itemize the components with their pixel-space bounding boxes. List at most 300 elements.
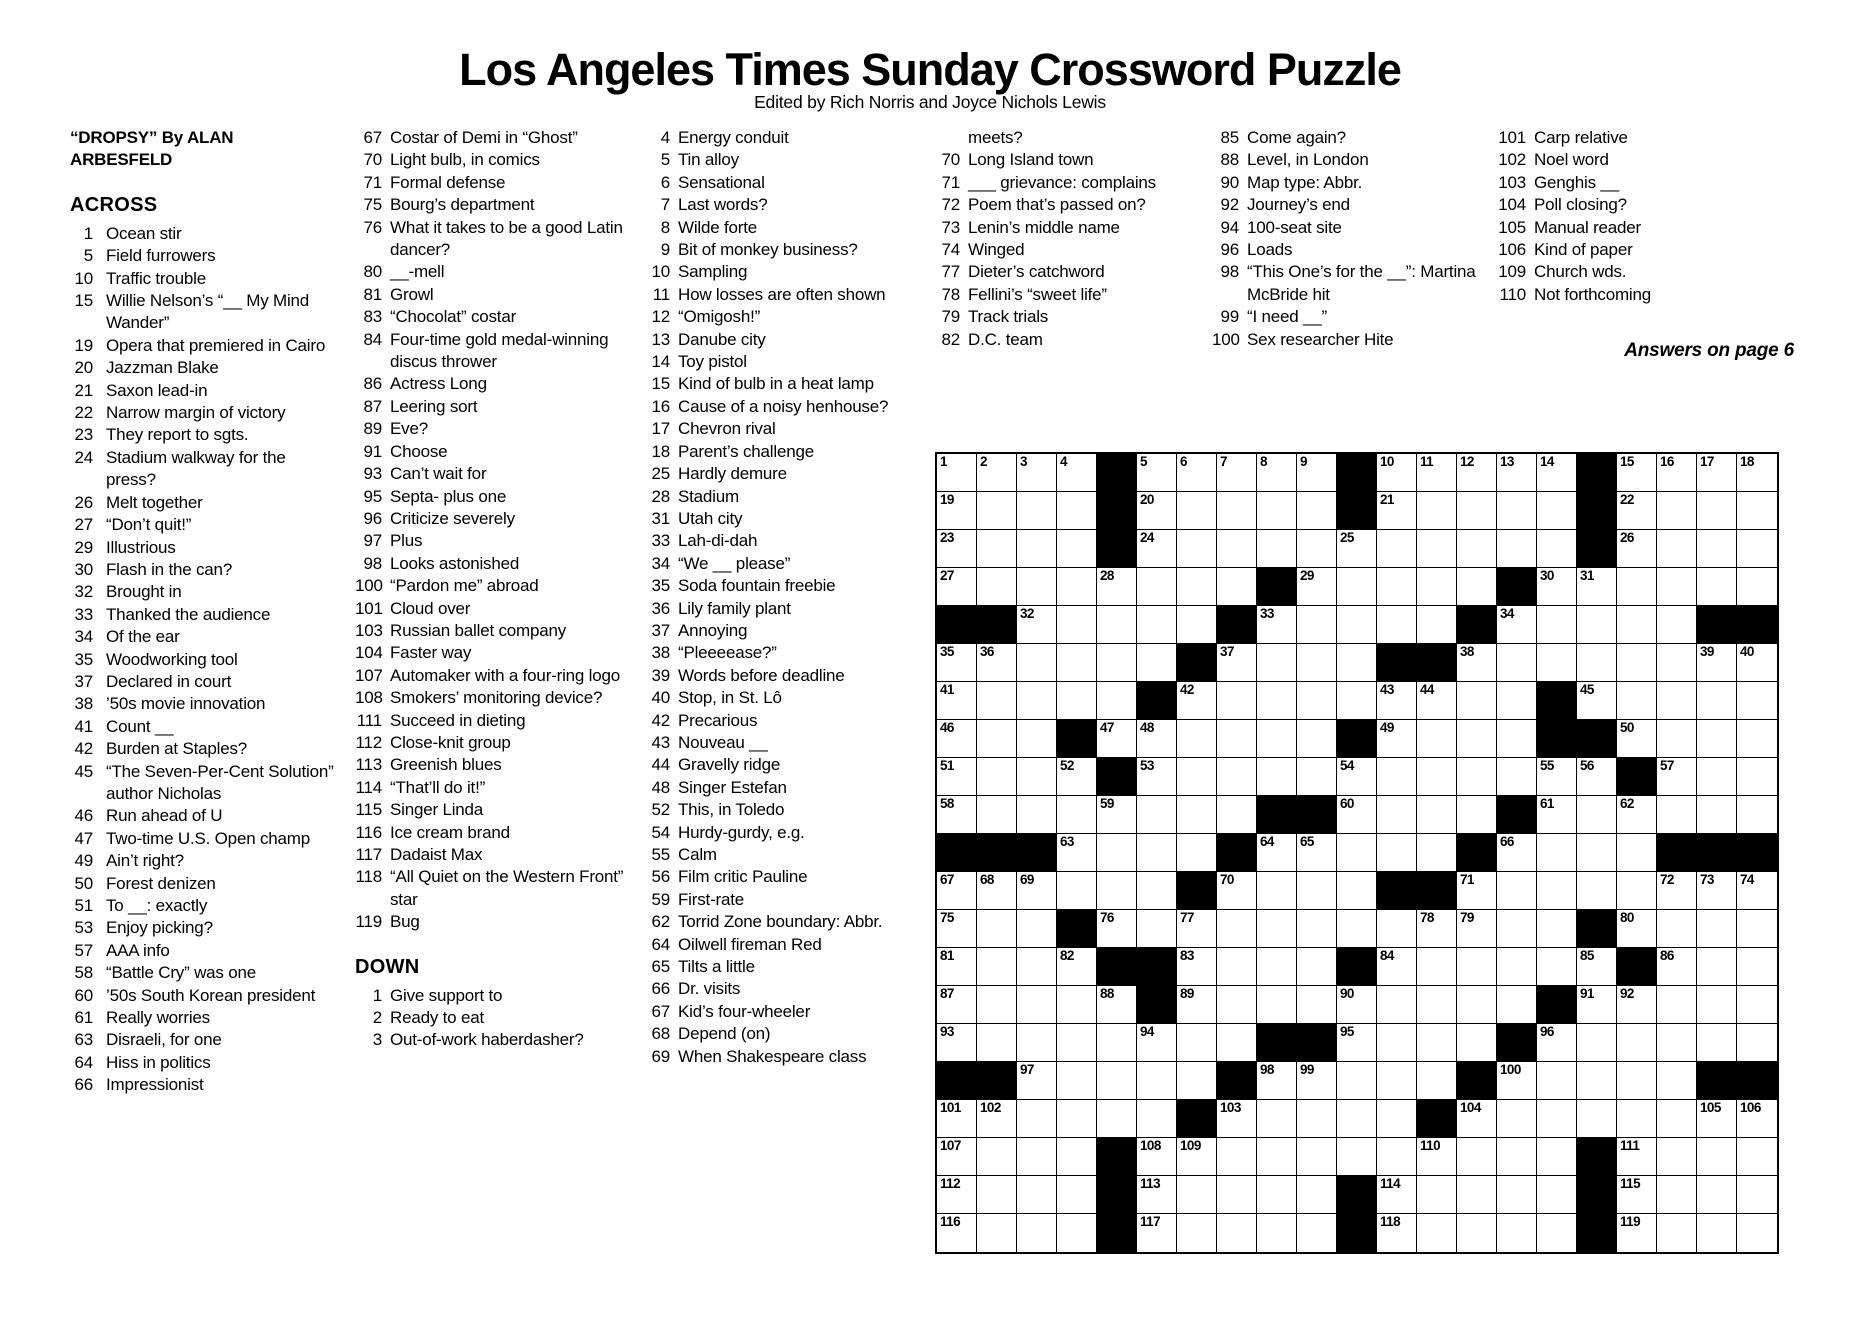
grid-cell [1697, 948, 1737, 986]
grid-cell [937, 454, 977, 492]
cell-number: 90 [1340, 986, 1354, 1001]
clue-number: 67 [651, 1001, 670, 1021]
clue-item [645, 978, 935, 1000]
grid-cell [977, 1176, 1017, 1214]
clue-text: “The Seven-Per-Cent Solution” author Nicholas [106, 761, 334, 803]
grid-cell [1737, 872, 1777, 910]
clue-item [70, 626, 338, 648]
clue-item [1212, 306, 1496, 328]
cell-number: 84 [1380, 948, 1394, 963]
clue-text: Field furrowers [106, 246, 216, 266]
grid-cell-black [1137, 948, 1177, 986]
clue-number: 7 [660, 195, 670, 215]
clue-number: 119 [355, 912, 382, 932]
clue-number: 9 [660, 240, 670, 260]
grid-cell [1297, 910, 1337, 948]
grid-cell [937, 568, 977, 606]
clue-item [645, 261, 935, 283]
grid-cell [1337, 910, 1377, 948]
clue-number: 69 [651, 1046, 670, 1066]
clue-number: 2 [372, 1008, 382, 1028]
clue-item [70, 447, 338, 492]
grid-cell [1617, 454, 1657, 492]
grid-cell [1017, 644, 1057, 682]
clue-item [645, 598, 935, 620]
grid-cell [1137, 1100, 1177, 1138]
grid-cell [1377, 948, 1417, 986]
grid-cell [1097, 872, 1137, 910]
clue-text: Tilts a little [678, 957, 755, 977]
grid-cell [1457, 872, 1497, 910]
clue-text: Tin alloy [678, 150, 739, 170]
grid-row [937, 682, 1777, 720]
grid-cell-black [1737, 1062, 1777, 1100]
clue-number: 86 [363, 374, 382, 394]
grid-cell [1697, 568, 1737, 606]
grid-cell [1337, 872, 1377, 910]
clue-item [355, 822, 625, 844]
clue-text: Fellini’s “sweet life” [968, 284, 1107, 304]
clue-number: 64 [651, 934, 670, 954]
grid-cell [1617, 720, 1657, 758]
cell-number: 118 [1380, 1214, 1400, 1229]
clue-number: 29 [74, 537, 93, 557]
grid-cell [1577, 606, 1617, 644]
clue-text: Woodworking tool [106, 649, 238, 669]
grid-cell [1537, 796, 1577, 834]
clue-item [355, 598, 625, 620]
clue-text: Film critic Pauline [678, 867, 808, 887]
cell-number: 16 [1660, 454, 1674, 469]
grid-cell-black [1297, 1024, 1337, 1062]
cell-number: 89 [1180, 986, 1194, 1001]
grid-cell [1257, 1138, 1297, 1176]
cell-number: 41 [940, 682, 954, 697]
grid-cell [1297, 530, 1337, 568]
clue-text: Noel word [1534, 150, 1609, 170]
grid-cell [1177, 986, 1217, 1024]
clue-number: 103 [1498, 172, 1526, 192]
clue-number: 19 [74, 335, 93, 355]
grid-cell [1217, 1176, 1257, 1214]
grid-cell [1457, 568, 1497, 606]
clue-item [645, 777, 935, 799]
clue-item [645, 1001, 935, 1023]
grid-cell [1337, 1062, 1377, 1100]
clue-text: Bug [390, 912, 420, 932]
clue-item [355, 687, 625, 709]
cell-number: 54 [1340, 758, 1354, 773]
clue-list [70, 194, 338, 1097]
clue-item [70, 1052, 338, 1074]
clue-item [1212, 217, 1496, 239]
grid-cell [1377, 910, 1417, 948]
clue-text: Dieter’s catchword [968, 262, 1105, 282]
clue-item [645, 351, 935, 373]
grid-cell [937, 758, 977, 796]
clue-number: 101 [1498, 128, 1526, 147]
grid-cell-black [1257, 796, 1297, 834]
grid-cell [1017, 568, 1057, 606]
clue-text: Danube city [678, 329, 766, 349]
grid-cell [1737, 644, 1777, 682]
grid-cell [1097, 796, 1137, 834]
clue-text: Last words? [678, 195, 768, 215]
clue-number: 94 [1220, 217, 1239, 237]
clue-item [645, 620, 935, 642]
grid-cell [1537, 530, 1577, 568]
clue-item [645, 329, 935, 351]
grid-row [937, 1214, 1777, 1252]
clue-text: Greenish blues [390, 755, 502, 775]
grid-cell [1457, 1024, 1497, 1062]
clue-text: Hiss in politics [106, 1052, 211, 1072]
grid-cell-black [1577, 1214, 1617, 1252]
grid-cell [1057, 834, 1097, 872]
clue-number: 35 [74, 649, 93, 669]
clue-item [1496, 239, 1798, 261]
grid-cell [1137, 834, 1177, 872]
clue-item [645, 642, 935, 664]
cell-number: 47 [1100, 720, 1114, 735]
grid-cell [1657, 530, 1697, 568]
grid-cell [977, 948, 1017, 986]
clue-number: 74 [941, 240, 960, 260]
cell-number: 37 [1220, 644, 1234, 659]
grid-cell [1737, 1214, 1777, 1252]
grid-cell-black [937, 834, 977, 872]
grid-cell [1417, 454, 1457, 492]
grid-cell [1457, 644, 1497, 682]
grid-row [937, 910, 1777, 948]
clue-item [1212, 149, 1496, 171]
grid-cell [1577, 872, 1617, 910]
grid-cell [1537, 834, 1577, 872]
clue-number: 1 [83, 223, 93, 243]
grid-cell [1417, 1138, 1457, 1176]
grid-cell [1497, 834, 1537, 872]
cell-number: 10 [1380, 454, 1394, 469]
clue-item [355, 194, 625, 216]
cell-number: 33 [1260, 606, 1274, 621]
grid-cell [1537, 910, 1577, 948]
grid-cell [1017, 682, 1057, 720]
grid-cell-black [1417, 872, 1457, 910]
grid-cell-black [1497, 796, 1537, 834]
clue-text: 100-seat site [1247, 217, 1342, 237]
grid-cell [1097, 1100, 1137, 1138]
clue-number: 15 [74, 291, 93, 311]
clue-text: Out-of-work haberdasher? [390, 1030, 584, 1050]
clue-text: Ocean stir [106, 223, 182, 243]
grid-cell [1497, 1100, 1537, 1138]
clue-number: 6 [660, 172, 670, 192]
grid-cell [937, 986, 977, 1024]
grid-cell [1617, 1100, 1657, 1138]
grid-cell [1257, 1062, 1297, 1100]
grid-cell [1537, 644, 1577, 682]
grid-cell [977, 986, 1017, 1024]
clue-item [645, 575, 935, 597]
clue-number: 117 [355, 845, 382, 864]
cell-number: 51 [940, 758, 954, 773]
clue-number: 39 [651, 665, 670, 685]
grid-cell [977, 568, 1017, 606]
clue-number: 55 [651, 845, 670, 864]
clue-number: 102 [1498, 150, 1526, 170]
grid-cell [1057, 1024, 1097, 1062]
grid-cell [1377, 986, 1417, 1024]
clue-item [645, 396, 935, 418]
grid-cell-black [977, 1062, 1017, 1100]
clue-text: Willie Nelson’s “__ My Mind Wander” [106, 291, 310, 333]
cell-number: 26 [1620, 530, 1634, 545]
clue-text: Two-time U.S. Open champ [106, 828, 310, 848]
clue-item [70, 761, 338, 806]
clue-text: Of the ear [106, 627, 180, 647]
clue-list [1212, 127, 1496, 351]
grid-cell [1417, 834, 1457, 872]
grid-cell [1377, 1138, 1417, 1176]
clue-number: 72 [941, 195, 960, 215]
clue-item [645, 127, 935, 149]
grid-cell-black [1217, 1062, 1257, 1100]
clue-item [70, 649, 338, 671]
grid-cell [1617, 568, 1657, 606]
grid-cell [1697, 720, 1737, 758]
clue-text: Really worries [106, 1008, 210, 1028]
clue-item [355, 1029, 625, 1051]
grid-cell [1337, 796, 1377, 834]
grid-cell [1257, 1214, 1297, 1252]
grid-row [937, 454, 1777, 492]
grid-cell-black [1177, 1100, 1217, 1138]
clue-item [355, 620, 625, 642]
clue-text: Long Island town [968, 150, 1094, 170]
grid-cell [1217, 1138, 1257, 1176]
grid-cell [1097, 644, 1137, 682]
grid-cell [1337, 644, 1377, 682]
grid-cell [1497, 606, 1537, 644]
clue-text: “Battle Cry” was one [106, 963, 256, 983]
grid-cell [1337, 758, 1377, 796]
clue-item [355, 866, 625, 911]
grid-cell-black [1577, 720, 1617, 758]
grid-cell-black [1097, 1214, 1137, 1252]
grid-cell [1097, 1024, 1137, 1062]
grid-cell [1417, 568, 1457, 606]
clue-text: “Pardon me” abroad [390, 576, 539, 596]
cell-number: 50 [1620, 720, 1634, 735]
clue-list [645, 127, 935, 1068]
cell-number: 43 [1380, 682, 1394, 697]
clue-number: 30 [74, 559, 93, 579]
cell-number: 108 [1140, 1138, 1161, 1153]
clue-text: When Shakespeare class [678, 1046, 867, 1066]
clue-list [936, 127, 1214, 351]
grid-cell [1177, 1062, 1217, 1100]
grid-cell [1737, 530, 1777, 568]
clue-item [355, 418, 625, 440]
clue-text: “All Quiet on the Western Front” star [390, 867, 624, 909]
grid-cell [1017, 454, 1057, 492]
clue-number: 93 [363, 464, 382, 484]
cell-number: 66 [1500, 834, 1514, 849]
clue-text: Russian ballet company [390, 620, 567, 640]
clue-number: 77 [941, 262, 960, 282]
grid-cell [1377, 492, 1417, 530]
grid-cell [1137, 1214, 1177, 1252]
clue-number: 58 [74, 963, 93, 983]
clue-item [936, 217, 1214, 239]
cell-number: 34 [1500, 606, 1514, 621]
grid-cell [1577, 568, 1617, 606]
clue-item [1496, 217, 1798, 239]
cell-number: 86 [1660, 948, 1674, 963]
section-header-across: ACROSS [70, 193, 158, 216]
clue-item [70, 514, 338, 536]
clue-item [1496, 284, 1798, 306]
clue-text: Smokers’ monitoring device? [390, 688, 603, 708]
grid-cell [1617, 1138, 1657, 1176]
grid-cell [1617, 834, 1657, 872]
clue-item [70, 828, 338, 850]
grid-cell [1177, 1024, 1217, 1062]
clue-number: 46 [74, 806, 93, 826]
grid-cell [1177, 948, 1217, 986]
cell-number: 45 [1580, 682, 1594, 697]
cell-number: 63 [1060, 834, 1074, 849]
clue-item [70, 850, 338, 872]
clue-text: Torrid Zone boundary: Abbr. [678, 912, 883, 932]
cell-number: 28 [1100, 568, 1114, 583]
clue-text: Looks astonished [390, 553, 520, 573]
grid-cell [1217, 1214, 1257, 1252]
clue-text: ’50s South Korean president [106, 985, 316, 1005]
grid-cell-black [1137, 682, 1177, 720]
grid-cell [1297, 1062, 1337, 1100]
grid-cell [1257, 1176, 1297, 1214]
grid-cell [1337, 1138, 1377, 1176]
grid-cell [1137, 872, 1177, 910]
grid-cell [1297, 758, 1337, 796]
grid-cell-black [1577, 1138, 1617, 1176]
clue-number: 59 [651, 889, 670, 909]
clue-number: 12 [651, 307, 670, 327]
clue-text: Kid’s four-wheeler [678, 1001, 811, 1021]
grid-cell [937, 1214, 977, 1252]
grid-cell-black [1257, 1024, 1297, 1062]
grid-cell [1417, 530, 1457, 568]
grid-cell [1257, 644, 1297, 682]
grid-cell-black [1417, 644, 1457, 682]
clue-number: 97 [363, 531, 382, 551]
clue-number: 5 [83, 246, 93, 266]
grid-cell [1497, 1138, 1537, 1176]
grid-cell [977, 1024, 1017, 1062]
clue-item [70, 335, 338, 357]
grid-cell [937, 492, 977, 530]
clue-number: 118 [355, 867, 382, 887]
clue-item [936, 194, 1214, 216]
grid-cell [1337, 606, 1377, 644]
cell-number: 82 [1060, 948, 1074, 963]
grid-cell [1577, 1100, 1617, 1138]
grid-cell [937, 872, 977, 910]
grid-cell-black [937, 606, 977, 644]
grid-cell [1177, 454, 1217, 492]
clue-number: 32 [74, 582, 93, 602]
clue-text: Saxon lead-in [106, 380, 208, 400]
grid-cell [1257, 986, 1297, 1024]
clue-text: Sampling [678, 262, 748, 282]
clue-text: “This One’s for the __”: Martina McBride hit [1247, 262, 1476, 304]
grid-cell [1017, 1062, 1057, 1100]
cell-number: 110 [1420, 1138, 1440, 1153]
clue-item [355, 261, 625, 283]
grid-cell-black [1337, 1214, 1377, 1252]
clue-item [355, 329, 625, 374]
grid-cell-black [1337, 948, 1377, 986]
grid-cell-black [977, 606, 1017, 644]
grid-cell [1457, 720, 1497, 758]
clue-number: 34 [651, 553, 670, 573]
grid-cell-black [1337, 1176, 1377, 1214]
cell-number: 114 [1380, 1176, 1400, 1191]
clue-number: 96 [363, 508, 382, 528]
cell-number: 14 [1540, 454, 1554, 469]
grid-cell-black [1257, 568, 1297, 606]
grid-cell [1257, 454, 1297, 492]
grid-cell-black [1497, 568, 1537, 606]
clue-number: 10 [651, 262, 670, 282]
clue-item [70, 492, 338, 514]
grid-cell [1537, 872, 1577, 910]
clue-text: Loads [1247, 240, 1293, 260]
grid-cell [1057, 606, 1097, 644]
clue-item [936, 239, 1214, 261]
grid-cell [1657, 1062, 1697, 1100]
cell-number: 93 [940, 1024, 954, 1039]
clue-item [645, 239, 935, 261]
clue-item [70, 940, 338, 962]
cell-number: 9 [1300, 454, 1307, 469]
grid-cell [1337, 834, 1377, 872]
clue-item [645, 441, 935, 463]
grid-cell-black [1097, 530, 1137, 568]
cell-number: 21 [1380, 492, 1394, 507]
grid-cell [1137, 758, 1177, 796]
clue-text: Run ahead of U [106, 806, 223, 826]
grid-cell [1217, 682, 1257, 720]
clue-text: ’50s movie innovation [106, 694, 266, 714]
cell-number: 36 [980, 644, 994, 659]
grid-cell [1257, 872, 1297, 910]
grid-cell [1617, 606, 1657, 644]
cell-number: 57 [1660, 758, 1674, 773]
clue-text: Impressionist [106, 1075, 204, 1095]
clue-number: 81 [363, 284, 382, 304]
clue-text: Illustrious [106, 537, 176, 557]
grid-cell [1617, 1176, 1657, 1214]
grid-cell-black [1137, 986, 1177, 1024]
grid-row [937, 1176, 1777, 1214]
clue-text: Kind of paper [1534, 240, 1633, 260]
grid-cell [1657, 720, 1697, 758]
clue-number: 36 [651, 598, 670, 618]
clue-item [355, 127, 625, 149]
cell-number: 40 [1740, 644, 1754, 659]
